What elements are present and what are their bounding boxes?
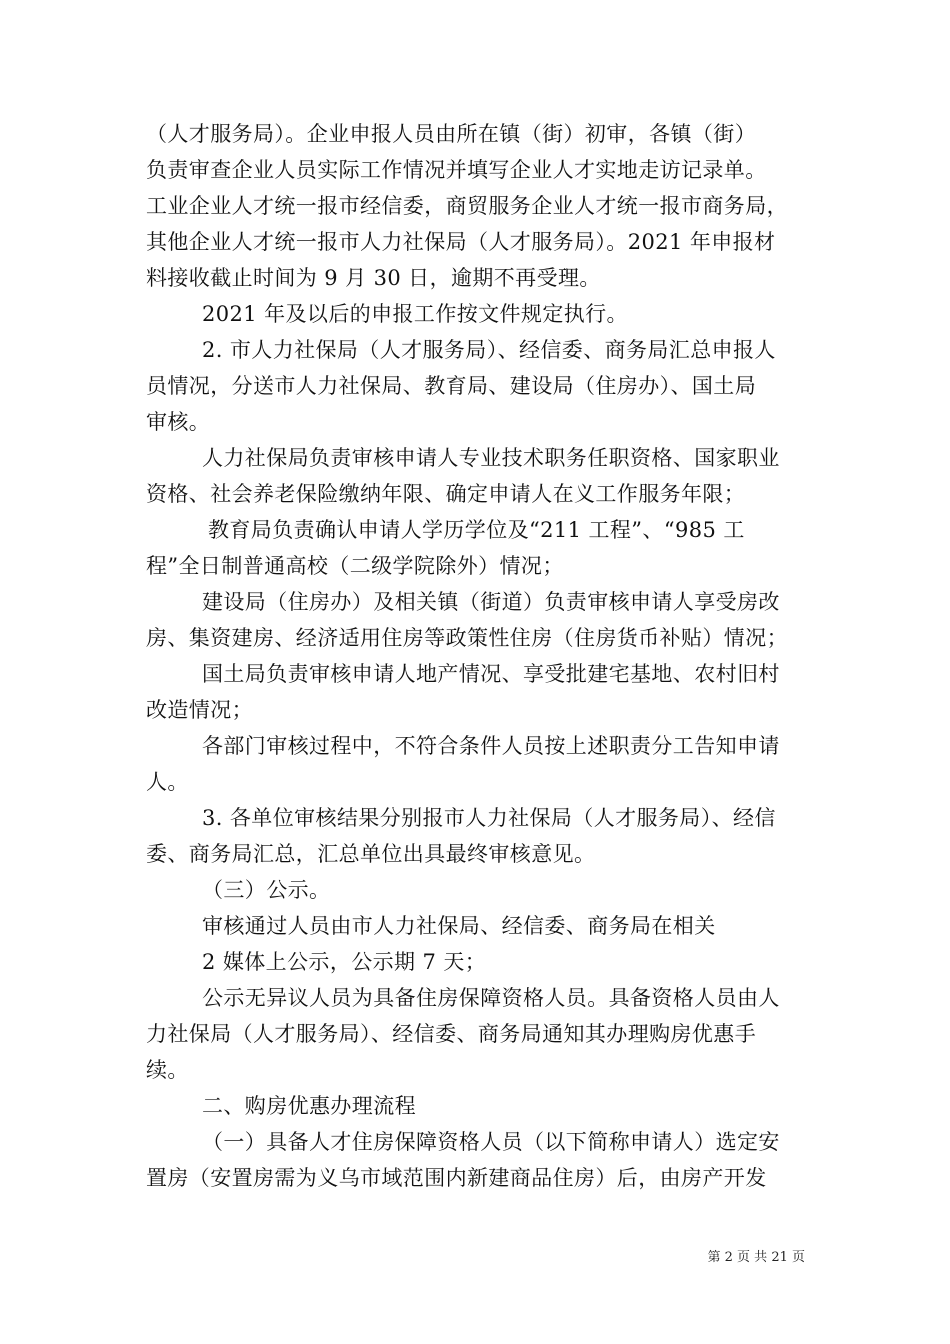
- text-line: 房、集资建房、经济适用住房等政策性住房（住房货币补贴）情况；: [146, 626, 788, 650]
- text-line: 审核。: [146, 410, 211, 434]
- text-line: （一）具备人才住房保障资格人员（以下简称申请人）选定安: [202, 1130, 780, 1154]
- text-line: 人力社保局负责审核申请人专业技术职务任职资格、国家职业: [202, 446, 780, 470]
- section-heading: 二、购房优惠办理流程: [202, 1094, 416, 1118]
- section-heading: （三）公示。: [202, 878, 331, 902]
- text-line: 改造情况；: [146, 698, 253, 722]
- text-line: 力社保局（人才服务局）、经信委、商务局通知其办理购房优惠手: [146, 1022, 757, 1046]
- text-line: 置房（安置房需为义乌市域范围内新建商品住房）后，由房产开发: [146, 1166, 767, 1190]
- text-line: 负责审查企业人员实际工作情况并填写企业人才实地走访记录单。: [146, 158, 767, 182]
- text-line: 审核通过人员由市人力社保局、经信委、商务局在相关: [202, 914, 716, 938]
- text-line: 3. 各单位审核结果分别报市人力社保局（人才服务局）、经信: [202, 806, 776, 830]
- text-line: 工业企业人才统一报市经信委，商贸服务企业人才统一报市商务局，: [146, 194, 788, 218]
- text-line: 教育局负责确认申请人学历学位及“211 工程”、“985 工: [208, 518, 745, 542]
- page-number: 第 2 页 共 21 页: [707, 1250, 805, 1265]
- text-line: 续。: [146, 1058, 189, 1082]
- text-line: 资格、社会养老保险缴纳年限、确定申请人在义工作服务年限；: [146, 482, 746, 506]
- text-line: 其他企业人才统一报市人力社保局（人才服务局）。2021 年申报材: [146, 230, 776, 254]
- document-body: [146, 116, 814, 1196]
- text-line: 2. 市人力社保局（人才服务局）、经信委、商务局汇总申报人: [202, 338, 776, 362]
- text-line: 员情况，分送市人力社保局、教育局、建设局（住房办）、国土局: [146, 374, 757, 398]
- text-line: 委、商务局汇总，汇总单位出具最终审核意见。: [146, 842, 596, 866]
- text-line: 各部门审核过程中，不符合条件人员按上述职责分工告知申请: [202, 734, 780, 758]
- text-line: 料接收截止时间为 9 月 30 日，逾期不再受理。: [146, 266, 601, 290]
- text-line: 2021 年及以后的申报工作按文件规定执行。: [202, 302, 628, 326]
- text-line: 公示无异议人员为具备住房保障资格人员。具备资格人员由人: [202, 986, 780, 1010]
- text-line: 国土局负责审核申请人地产情况、享受批建宅基地、农村旧村: [202, 662, 780, 686]
- text-line: 建设局（住房办）及相关镇（街道）负责审核申请人享受房改: [202, 590, 780, 614]
- text-line: 程”全日制普通高校（二级学院除外）情况；: [146, 554, 564, 578]
- text-line: 2 媒体上公示，公示期 7 天；: [202, 950, 487, 974]
- text-line: 人。: [146, 770, 189, 794]
- text-line: （人才服务局）。企业申报人员由所在镇（街）初审，各镇（街）: [146, 122, 757, 146]
